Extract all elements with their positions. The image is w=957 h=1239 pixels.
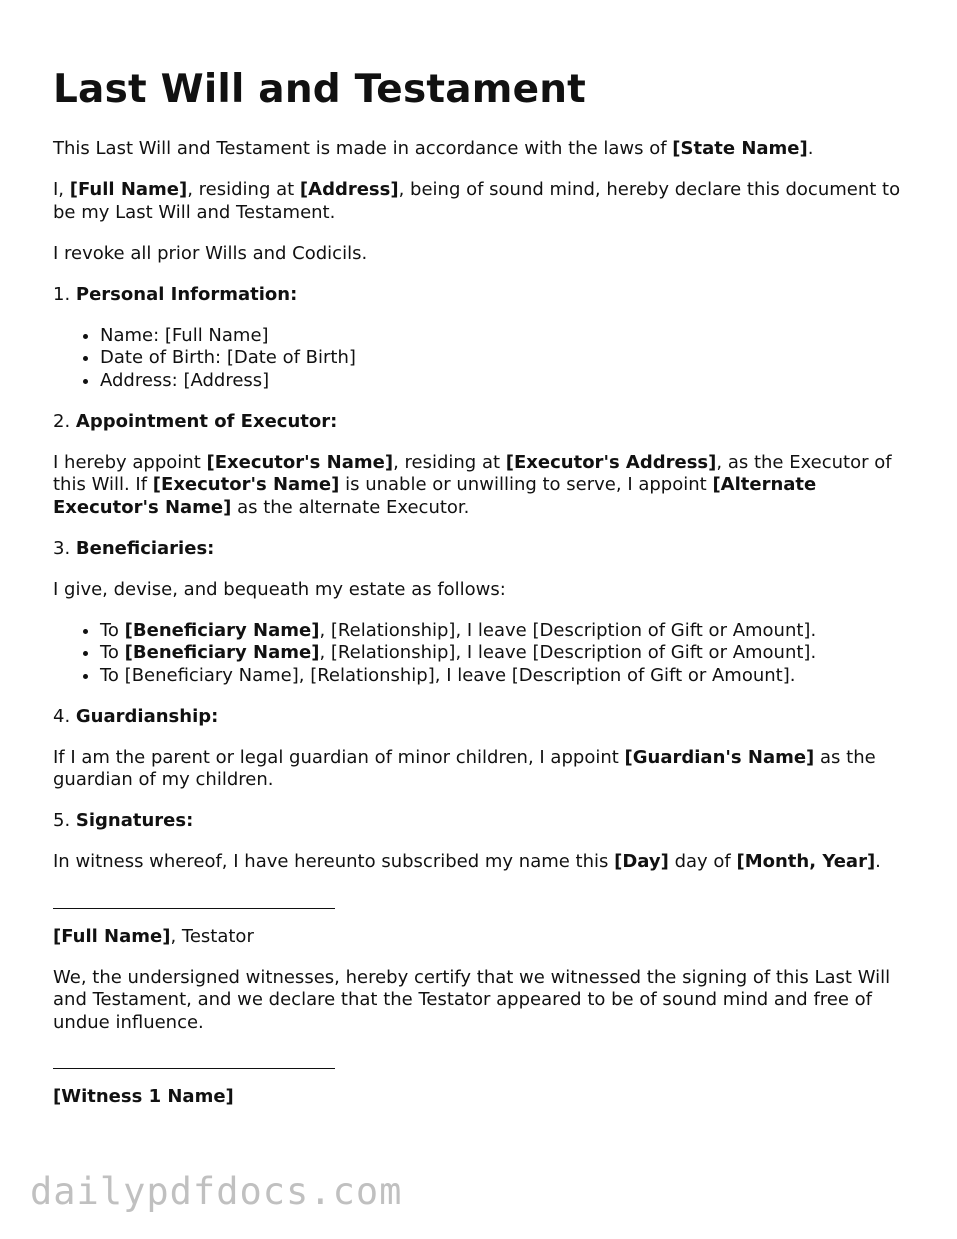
list-item <box>100 620 913 643</box>
beneficiaries-list <box>53 620 913 688</box>
list-item <box>100 642 913 665</box>
executor-text-2: , residing at <box>393 451 506 473</box>
section-2-heading <box>53 411 913 434</box>
signature-text-2: day of <box>668 851 737 872</box>
testator-suffix: , Testator <box>170 925 254 947</box>
section-4-title: Guardianship: <box>75 705 219 727</box>
witness-1-signature-line <box>53 1068 335 1069</box>
section-5-number: 5. <box>53 810 76 831</box>
section-3-number: 3. <box>53 537 76 559</box>
beneficiary-post: , [Relationship], I leave [Description of Gift or Amount]. <box>319 619 817 641</box>
intro-end: . <box>807 138 814 159</box>
executor-text-5: as the alternate Executor. <box>231 496 470 518</box>
intro-paragraph <box>53 138 913 161</box>
full-name-field: [Full Name] <box>69 179 188 200</box>
section-1-number: 1. <box>53 283 76 305</box>
section-4-number: 4. <box>53 705 76 727</box>
list-item: • To [Beneficiary Name], [Relationship], I leave [Description of Gift or Amount]. <box>100 665 913 688</box>
document-page <box>53 64 913 1127</box>
executor-text-4: is unable or unwilling to serve, I appoint <box>339 474 713 495</box>
section-1-heading <box>53 284 913 307</box>
testator-signature-line <box>53 908 335 909</box>
section-1-title: Personal Information: <box>75 283 298 305</box>
intro-text: This Last Will and Testament is made in accordance with the laws of <box>53 138 673 159</box>
revoke-paragraph: I revoke all prior Wills and Codicils. <box>53 242 368 264</box>
section-3-heading <box>53 538 913 561</box>
personal-info-list <box>53 325 913 393</box>
executor-name-field-2: [Executor's Name] <box>152 474 340 495</box>
section-5-title: Signatures: <box>75 810 194 831</box>
month-year-field: [Month, Year] <box>736 851 876 872</box>
watermark-text: dailypdfdocs.com <box>30 1170 403 1213</box>
guardianship-paragraph <box>53 747 913 792</box>
executor-text-1: I hereby appoint <box>53 451 207 473</box>
signature-paragraph <box>53 851 913 874</box>
section-5-heading <box>53 810 913 833</box>
section-2-title: Appointment of Executor: <box>75 410 338 432</box>
beneficiary-name-field: [Beneficiary Name] <box>124 619 320 641</box>
executor-text-3: , as the Executor of this Will. If <box>53 451 892 495</box>
testator-name-field: [Full Name] <box>53 925 171 947</box>
document-title: Last Will and Testament <box>53 67 587 112</box>
witness-statement: We, the undersigned witnesses, hereby certify that we witnessed the signing of this Last Will and Testament, and we declare that the Testator appeared to be of sound mind and free of undue influence. <box>53 966 891 1033</box>
signature-text-1: In witness whereof, I have hereunto subscribed my name this <box>53 851 615 872</box>
executor-address-field: [Executor's Address] <box>505 451 717 473</box>
list-item: • Date of Birth: [Date of Birth] <box>100 347 913 370</box>
beneficiary-post: , [Relationship], I leave [Description of Gift or Amount]. <box>319 642 817 663</box>
beneficiary-pre: To <box>100 619 125 641</box>
declaration-paragraph <box>53 179 913 224</box>
address-field: [Address] <box>299 179 399 200</box>
witness-1-name-field: [Witness 1 Name] <box>53 1086 234 1107</box>
declaration-text-2: , residing at <box>187 179 300 200</box>
list-item: • Name: [Full Name] <box>100 325 913 348</box>
testator-label <box>53 926 913 949</box>
beneficiary-name-field: [Beneficiary Name] <box>124 642 320 663</box>
declaration-text-1: I, <box>53 179 70 200</box>
signature-text-3: . <box>875 851 881 872</box>
day-field: [Day] <box>614 851 669 872</box>
beneficiary-pre: To <box>100 642 125 663</box>
list-item: • Address: [Address] <box>100 370 913 393</box>
section-3-title: Beneficiaries: <box>75 537 215 559</box>
section-2-number: 2. <box>53 410 76 432</box>
guardianship-text-2: as the guardian of my children. <box>53 746 876 790</box>
state-name-field: [State Name] <box>672 138 808 159</box>
executor-name-field: [Executor's Name] <box>206 451 394 473</box>
declaration-text-3: , being of sound mind, hereby declare this document to be my Last Will and Testament. <box>53 179 901 223</box>
section-4-heading <box>53 706 913 729</box>
executor-paragraph <box>53 452 913 520</box>
guardianship-text-1: If I am the parent or legal guardian of minor children, I appoint <box>53 746 625 768</box>
witness-1-label <box>53 1086 913 1109</box>
guardian-name-field: [Guardian's Name] <box>624 746 815 768</box>
alternate-executor-field: [Alternate Executor's Name] <box>53 474 817 518</box>
beneficiaries-intro: I give, devise, and bequeath my estate as follows: <box>53 578 506 600</box>
